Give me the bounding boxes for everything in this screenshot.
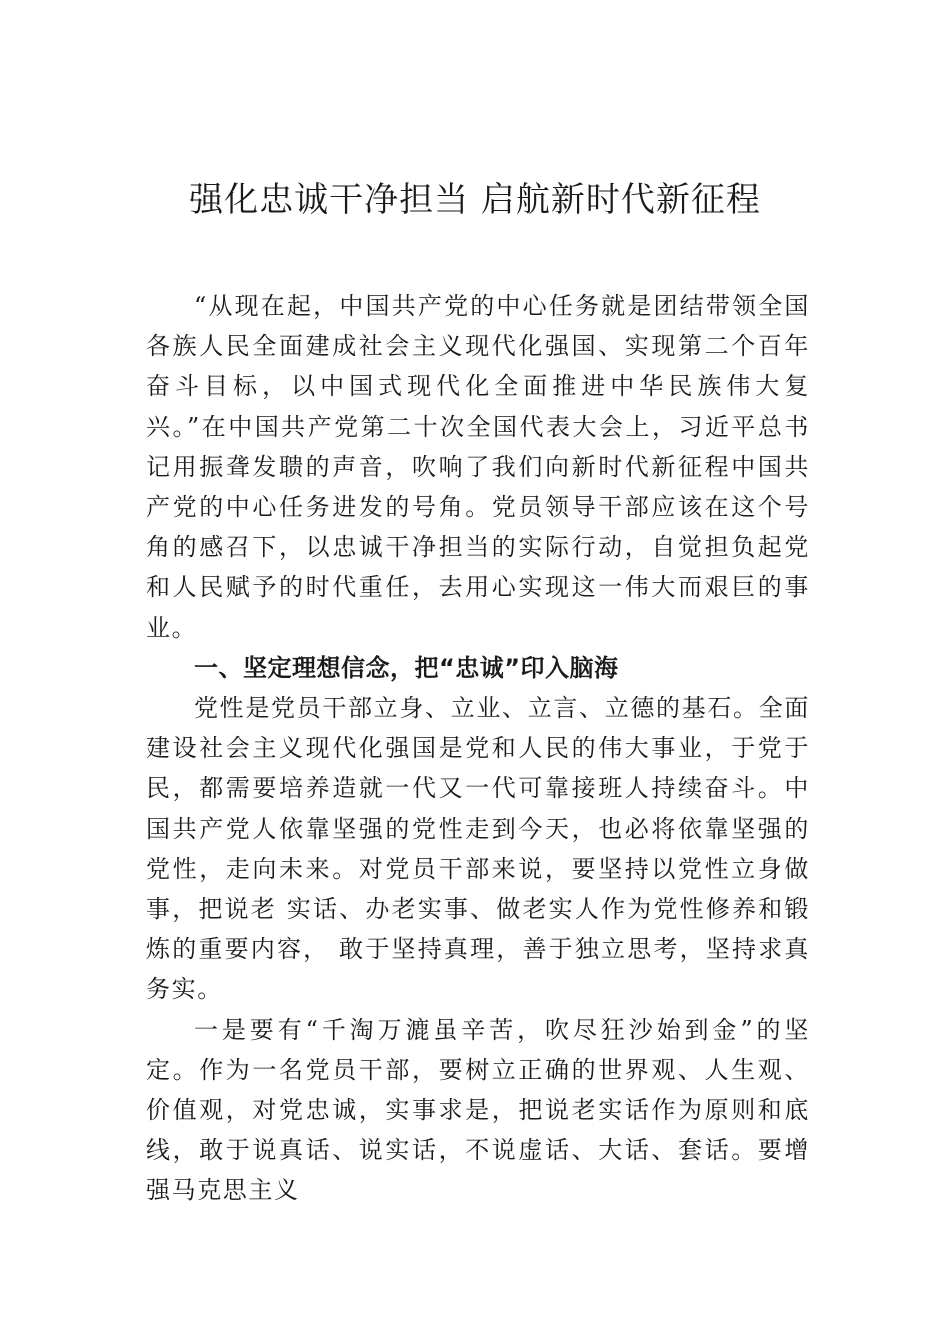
section-heading-1: 一、坚定理想信念，把“忠诚”印入脑海 <box>194 653 619 682</box>
document-body <box>146 286 810 1211</box>
paragraph-point-one: 一是要有“千淘万漉虽辛苦，吹尽狂沙始到金”的坚定。作为一名党员干部，要树立正确的世界观、人生观、价值观，对党忠诚，实事求是，把说老实话作为原则和底线，敢于说真话、说实话，不说虚话、大话、套话。要增强马克思主义 <box>146 1015 810 1205</box>
document-title: 强化忠诚干净担当 启航新时代新征程 <box>189 180 761 220</box>
paragraph-intro: “从现在起，中国共产党的中心任务就是团结带领全国各族人民全面建成社会主义现代化强国、实现第二个百年奋斗目标，以中国式现代化全面推进中华民族伟大复兴。”在中国共产党第二十次全国代表大会上，习近平总书记用振聋发聩的声音，吹响了我们向新时代新征程中国共产党的中心任务进发的号角。党员领导干部应该在这个号角的感召下，以忠诚干净担当的实际行动，自觉担负起党和人民赋予的时代重任，去用心实现这一伟大而艰巨的事业。 <box>146 292 810 642</box>
paragraph-party-spirit: 党性是党员干部立身、立业、立言、立德的基石。全面建设社会主义现代化强国是党和人民的伟大事业，于党于民，都需要培养造就一代又一代可靠接班人持续奋斗。中国共产党人依靠坚强的党性走到今天，也必将依靠坚强的党性，走向未来。对党员干部来说，要坚持以党性立身做事，把说老 实话、办老实事、做老实人作为党性修养和锻炼的重要内容， 敢于坚持真理，善于独立思考，坚持求真务实。 <box>146 694 810 1004</box>
